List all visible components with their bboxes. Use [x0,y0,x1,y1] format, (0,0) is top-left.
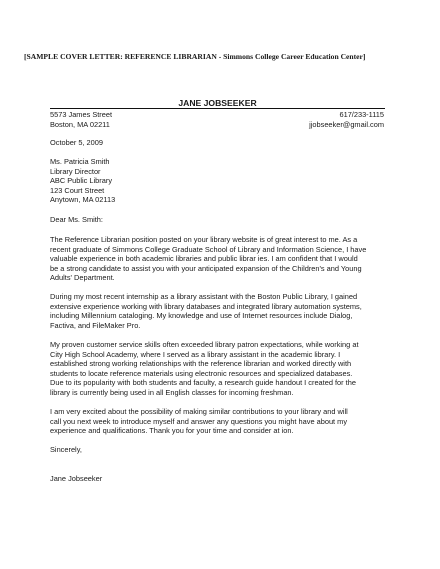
recipient-name: Ms. Patricia Smith [50,157,110,166]
document-header: [SAMPLE COVER LETTER: REFERENCE LIBRARIAN - Simmons College Career Education Center] [24,52,366,61]
sender-street: 5573 James Street [50,110,113,119]
recipient-address [50,157,390,205]
sender-city: Boston, MA 02211 [50,119,110,129]
paragraph-2: During my most recent internship as a library assistant with the Boston Public Library, I gained extensive experience working with library databases and integrated library automation systems, including Millennium cataloging. My knowledge and use of Internet resources include Dialog, Factiva, and FileMaker Pro. [50,292,362,330]
signature: Jane Jobseeker [50,474,103,483]
recipient-city: Anytown, MA 02113 [50,195,116,204]
letter-date: October 5, 2009 [50,138,104,147]
recipient-title: Library Director [50,166,101,176]
recipient-org: ABC Public Library [50,176,113,185]
paragraph-3: My proven customer service skills often exceeded library patron expectations, while working at City High School Academy, where I served as a library assistant in the academic library. I established strong working relationships with the reference librarian and worked directly with students to locate reference materials using electronic resources and specialized databases. Due to its popularity with both students and faculty, a research guide handout I created for the library is currently being used in all English classes for incoming freshman. [50,340,359,397]
closing: Sincerely, [50,445,82,454]
sender-phone: 617/233-1115 [339,110,384,119]
recipient-street: 123 Court Street [50,185,105,195]
paragraph-1: The Reference Librarian position posted on your library website is of great interest to me. As a recent graduate of Simmons College Graduate School of Library and Information Science, I have valuable experience in both academic libraries and public librar ies. I am confident that I would be a strong candidate to assist you with your anticipated expansion of the Children's and Young Adults' Department. [50,235,367,282]
paragraph-4: I am very excited about the possibility of making similar contributions to your library and will call you next week to introduce myself and answer any questions you might have about my experience and qualifications. Thank you for your time and consider at ion. [50,407,348,435]
name-underline [50,108,385,109]
salutation: Dear Ms. Smith: [50,215,103,224]
sender-contact [309,110,384,129]
sender-name: JANE JOBSEEKER [178,98,257,108]
sender-email: jjobseeker@gmail.com [309,119,384,129]
sender-address [50,110,112,129]
